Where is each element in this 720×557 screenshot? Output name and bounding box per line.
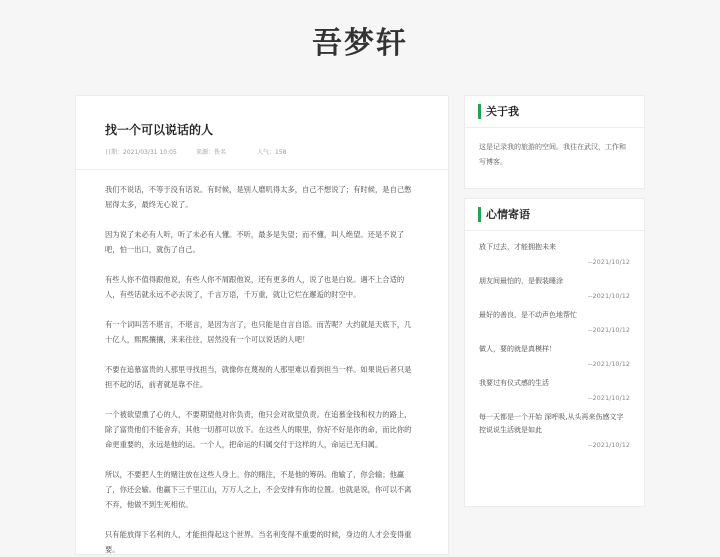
- mood-text[interactable]: 放下过去，才能拥抱未来: [479, 243, 556, 251]
- article-meta: [105, 147, 419, 159]
- mood-date: --2021/10/12: [587, 258, 630, 266]
- mood-text[interactable]: 做人，要的就是真模样！: [479, 345, 556, 353]
- about-header: [465, 96, 644, 128]
- about-title: 关于我: [486, 105, 519, 118]
- mood-date: --2021/10/12: [587, 326, 630, 334]
- mood-date: --2021/10/12: [587, 441, 630, 449]
- mood-date: --2021/10/12: [587, 360, 630, 368]
- article-body: [76, 170, 448, 557]
- accent-bar: [478, 207, 481, 222]
- article-paragraph: 因为说了未必有人听，听了未必有人懂。不听，最多是失望；而不懂，叫人绝望。还是不说了吧，怕一出口，就伤了自己。: [105, 230, 405, 254]
- mood-list: [465, 231, 644, 451]
- mood-date: --2021/10/12: [587, 394, 630, 402]
- article-date: 日期：2021/03/31 10:05: [105, 149, 177, 156]
- mood-item[interactable]: [479, 377, 630, 404]
- mood-text[interactable]: 每一天都是一个开始 深呼吸,从头再来伤感文字控说说生活就是如此: [479, 413, 624, 434]
- article-title[interactable]: 找一个可以说话的人: [105, 123, 214, 137]
- article-paragraph: 我们不说话，不等于没有话说。有时候，是别人磨叽得太多，自己不想说了；有时候，是自己憋屈得太多，最终无心说了。: [105, 185, 412, 209]
- article-paragraph: 所以，不要把人生的赌注放在这些人身上。你的赌注，不是他的筹码。他输了，你会输；他赢了，你还会输。他赢下三千里江山，万万人之上，不会安排有你的位置。也就是说，你可以不离不弃，他做不到生死相依。: [105, 470, 412, 509]
- mood-item[interactable]: [479, 309, 630, 336]
- article-paragraph: 有些人你不值得跟他说，有些人你不屑跟他说，还有更多的人，说了也是白说。遇不上合适的人，有些话就永远不必去说了，千言万语，千万重，就让它烂在邂逅的时空中。: [105, 275, 405, 299]
- mood-card: [464, 198, 645, 507]
- mood-item[interactable]: [479, 241, 630, 268]
- site-title[interactable]: 吾梦轩: [312, 26, 408, 61]
- article-views: 人气：158: [257, 149, 287, 156]
- article-card: [75, 95, 449, 555]
- mood-text[interactable]: 朋友间最怕的，是假装睡涂: [479, 277, 563, 285]
- mood-text[interactable]: 最好的善良，是不动声色地帮忙: [479, 311, 577, 319]
- mood-header: [465, 199, 644, 231]
- accent-bar: [478, 104, 481, 119]
- article-header: [76, 96, 448, 170]
- mood-item[interactable]: [479, 343, 630, 370]
- article-paragraph: 一个被欲望熏了心的人，不要期望他对你负责，他只会对欲望负责。在追慕金钱和权力的路上，除了富贵他们不能舍弃，其他一切都可以放下。在这些人的眼里，你好不好是你的命，而比你的命更重要的，永远是他的运。一个人，把命运的归属交付于这样的人，命运已无归属。: [105, 410, 412, 449]
- article-paragraph: 不要在追慕富贵的人那里寻找担当，就像你在蔑视的人那里难以看到担当一样。如果说后者只是担不起的话，前者就是靠不住。: [105, 365, 412, 389]
- article-paragraph: 只有能放得下名利的人，才能担得起这个世界。当名利变得不重要的时候，身边的人才会变得重要。: [105, 530, 412, 554]
- article-source: 来源：佚名: [196, 149, 227, 156]
- about-card: [464, 95, 645, 189]
- mood-title: 心情寄语: [486, 208, 530, 221]
- about-text: 这是记录我的旅游的空间。我往在武汉，工作和写博客。: [479, 143, 626, 166]
- mood-date: --2021/10/12: [587, 292, 630, 300]
- mood-item[interactable]: [479, 275, 630, 302]
- article-paragraph: 有一个词叫苦不堪言，不堪言，是因为言了，也只能是自言自语。而苦呢？大约就是天底下，几十亿人，熙熙攘攘，来来往往，居然没有一个可以说话的人吧！: [105, 320, 412, 344]
- mood-text[interactable]: 我要过有仪式感的生活: [479, 379, 549, 387]
- mood-item[interactable]: [479, 411, 630, 451]
